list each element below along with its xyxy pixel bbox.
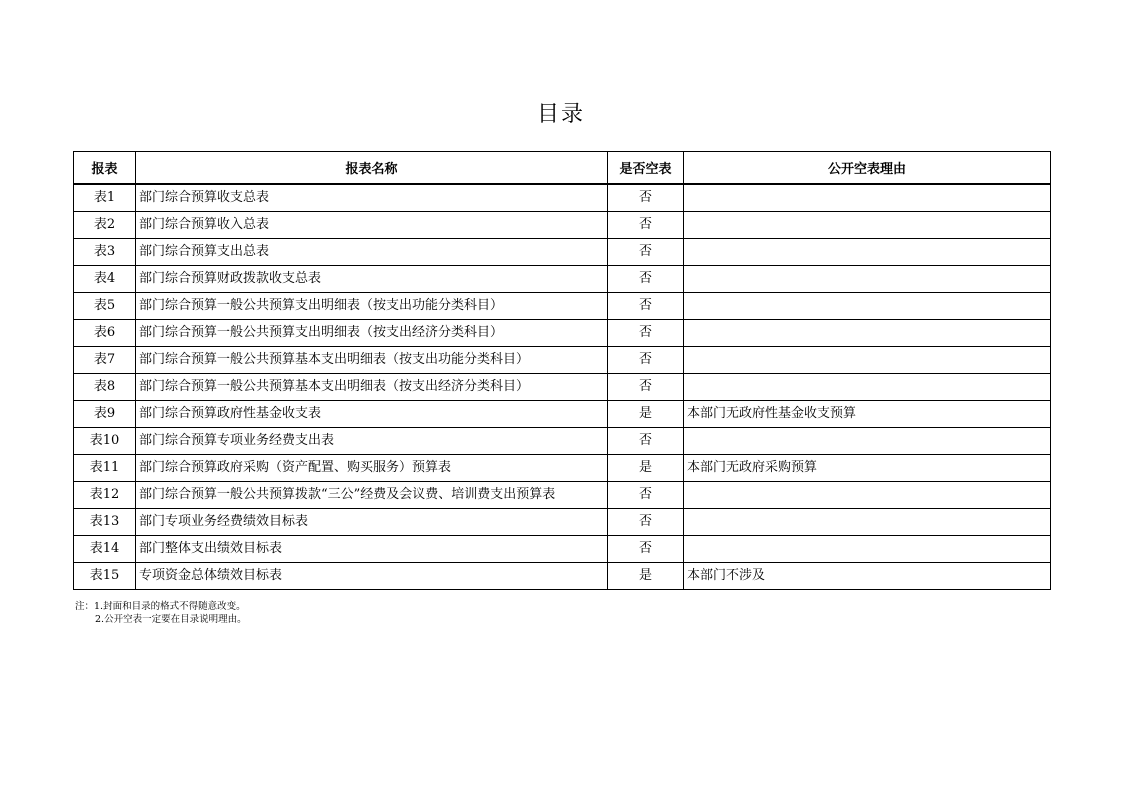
empty-reason-cell bbox=[684, 509, 1051, 536]
report-name-cell: 部门整体支出绩效目标表 bbox=[136, 536, 608, 563]
report-no-cell: 表2 bbox=[74, 212, 136, 239]
report-no-cell: 表13 bbox=[74, 509, 136, 536]
report-name-cell: 部门综合预算一般公共预算基本支出明细表（按支出功能分类科目） bbox=[136, 347, 608, 374]
report-no-cell: 表10 bbox=[74, 428, 136, 455]
is-empty-cell: 否 bbox=[608, 239, 684, 266]
is-empty-cell: 否 bbox=[608, 374, 684, 401]
report-no-cell: 表3 bbox=[74, 239, 136, 266]
report-no-cell: 表14 bbox=[74, 536, 136, 563]
empty-reason-cell: 本部门不涉及 bbox=[684, 563, 1051, 590]
is-empty-cell: 否 bbox=[608, 347, 684, 374]
footnotes bbox=[75, 600, 247, 626]
report-name-cell: 部门综合预算一般公共预算支出明细表（按支出功能分类科目） bbox=[136, 293, 608, 320]
catalog-table bbox=[73, 151, 1051, 590]
empty-reason-cell: 本部门无政府采购预算 bbox=[684, 455, 1051, 482]
report-name-cell: 部门综合预算收入总表 bbox=[136, 212, 608, 239]
is-empty-cell: 是 bbox=[608, 455, 684, 482]
is-empty-cell: 否 bbox=[608, 536, 684, 563]
report-name-cell: 部门综合预算支出总表 bbox=[136, 239, 608, 266]
report-no-cell: 表1 bbox=[74, 184, 136, 212]
empty-reason-cell bbox=[684, 184, 1051, 212]
empty-reason-cell: 本部门无政府性基金收支预算 bbox=[684, 401, 1051, 428]
header-is-empty: 是否空表 bbox=[608, 152, 684, 185]
empty-reason-cell bbox=[684, 347, 1051, 374]
report-name-cell: 部门综合预算政府采购（资产配置、购买服务）预算表 bbox=[136, 455, 608, 482]
empty-reason-cell bbox=[684, 293, 1051, 320]
header-report-name: 报表名称 bbox=[136, 152, 608, 185]
report-name-cell: 部门专项业务经费绩效目标表 bbox=[136, 509, 608, 536]
is-empty-cell: 否 bbox=[608, 509, 684, 536]
page-title: 目录 bbox=[536, 102, 585, 127]
report-name-cell: 部门综合预算收支总表 bbox=[136, 184, 608, 212]
empty-reason-cell bbox=[684, 482, 1051, 509]
table-row bbox=[74, 239, 1051, 266]
report-no-cell: 表9 bbox=[74, 401, 136, 428]
empty-reason-cell bbox=[684, 428, 1051, 455]
report-no-cell: 表15 bbox=[74, 563, 136, 590]
table-row bbox=[74, 482, 1051, 509]
table-row bbox=[74, 455, 1051, 482]
empty-reason-cell bbox=[684, 266, 1051, 293]
table-row bbox=[74, 184, 1051, 212]
report-no-cell: 表12 bbox=[74, 482, 136, 509]
empty-reason-cell bbox=[684, 320, 1051, 347]
table-row bbox=[74, 266, 1051, 293]
is-empty-cell: 否 bbox=[608, 482, 684, 509]
table-row bbox=[74, 563, 1051, 590]
report-name-cell: 部门综合预算一般公共预算支出明细表（按支出经济分类科目） bbox=[136, 320, 608, 347]
is-empty-cell: 否 bbox=[608, 320, 684, 347]
table-row bbox=[74, 401, 1051, 428]
is-empty-cell: 否 bbox=[608, 184, 684, 212]
empty-reason-cell bbox=[684, 374, 1051, 401]
report-name-cell: 专项资金总体绩效目标表 bbox=[136, 563, 608, 590]
report-no-cell: 表5 bbox=[74, 293, 136, 320]
header-report-no: 报表 bbox=[74, 152, 136, 185]
table-row bbox=[74, 374, 1051, 401]
report-no-cell: 表11 bbox=[74, 455, 136, 482]
is-empty-cell: 是 bbox=[608, 563, 684, 590]
report-no-cell: 表7 bbox=[74, 347, 136, 374]
header-empty-reason: 公开空表理由 bbox=[684, 152, 1051, 185]
table-row bbox=[74, 347, 1051, 374]
is-empty-cell: 是 bbox=[608, 401, 684, 428]
is-empty-cell: 否 bbox=[608, 293, 684, 320]
table-row bbox=[74, 212, 1051, 239]
empty-reason-cell bbox=[684, 536, 1051, 563]
is-empty-cell: 否 bbox=[608, 212, 684, 239]
report-name-cell: 部门综合预算专项业务经费支出表 bbox=[136, 428, 608, 455]
table-row bbox=[74, 293, 1051, 320]
footnote-1: 注：1.封面和目录的格式不得随意改变。 bbox=[75, 601, 246, 612]
report-name-cell: 部门综合预算一般公共预算拨款“三公”经费及会议费、培训费支出预算表 bbox=[136, 482, 608, 509]
empty-reason-cell bbox=[684, 212, 1051, 239]
empty-reason-cell bbox=[684, 239, 1051, 266]
footnote-2: 2.公开空表一定要在目录说明理由。 bbox=[95, 614, 247, 625]
table-header-row bbox=[74, 152, 1051, 185]
report-no-cell: 表8 bbox=[74, 374, 136, 401]
report-no-cell: 表6 bbox=[74, 320, 136, 347]
report-name-cell: 部门综合预算一般公共预算基本支出明细表（按支出经济分类科目） bbox=[136, 374, 608, 401]
is-empty-cell: 否 bbox=[608, 266, 684, 293]
table-row bbox=[74, 536, 1051, 563]
is-empty-cell: 否 bbox=[608, 428, 684, 455]
table-row bbox=[74, 509, 1051, 536]
report-no-cell: 表4 bbox=[74, 266, 136, 293]
report-name-cell: 部门综合预算政府性基金收支表 bbox=[136, 401, 608, 428]
table-row bbox=[74, 320, 1051, 347]
report-name-cell: 部门综合预算财政拨款收支总表 bbox=[136, 266, 608, 293]
table-row bbox=[74, 428, 1051, 455]
